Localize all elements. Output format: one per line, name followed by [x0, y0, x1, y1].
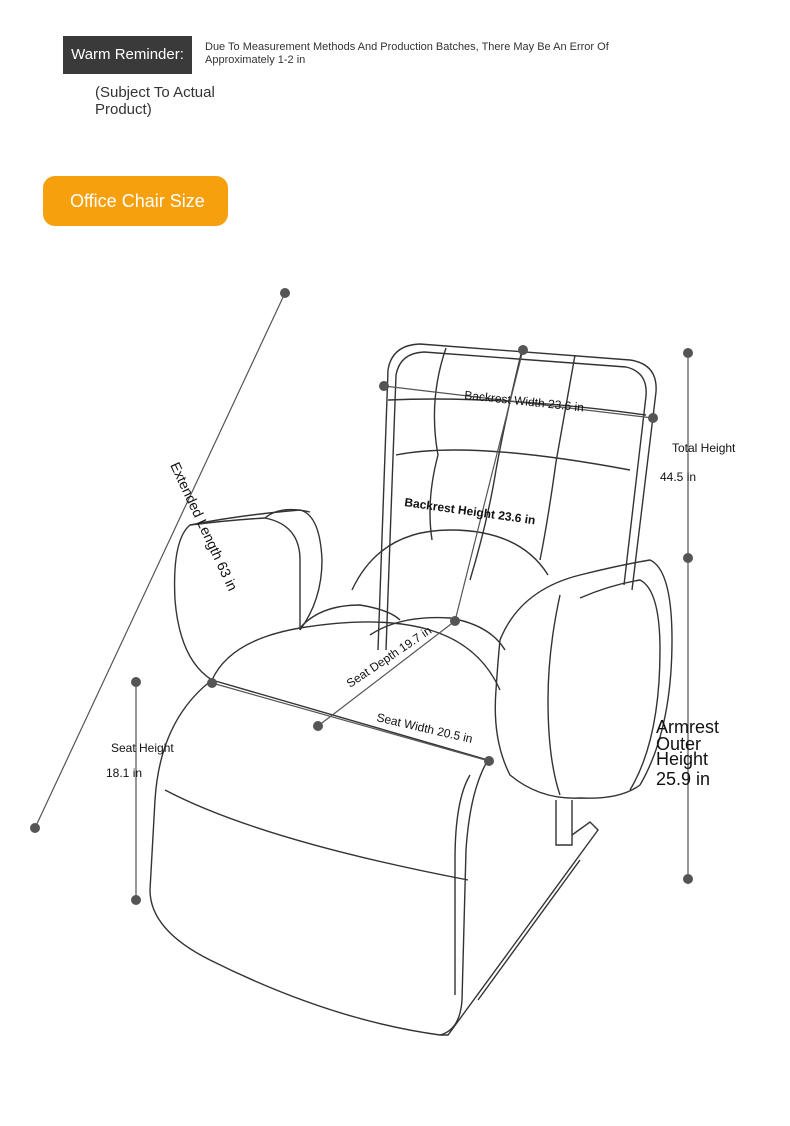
dot: [683, 874, 693, 884]
dot: [379, 381, 389, 391]
seat-width-label: Seat Width 20.5 in: [375, 710, 475, 746]
dot: [131, 895, 141, 905]
warm-reminder-badge: Warm Reminder:: [63, 36, 192, 74]
armrest-label-line1: Armrest: [656, 717, 719, 737]
subject-note: (Subject To Actual Product): [95, 84, 215, 118]
backrest-height-label: Backrest Height 23.6 in: [403, 495, 537, 528]
backrest-width-label: Backrest Width 23.6 in: [463, 388, 585, 415]
dot: [648, 413, 658, 423]
total-height-label: Total Height: [672, 441, 736, 455]
seat-height-label: Seat Height: [111, 741, 174, 755]
dot: [518, 345, 528, 355]
dot: [207, 678, 217, 688]
armrest-label-line3: Height: [656, 749, 709, 769]
armrest-value: 25.9 in: [656, 769, 711, 789]
office-chair-size-title: Office Chair Size: [43, 176, 228, 226]
dot: [450, 616, 460, 626]
armrest-label-line2: Outer: [656, 734, 702, 754]
dot: [683, 553, 693, 563]
dot: [484, 756, 494, 766]
chair-illustration: [150, 344, 672, 1035]
dot: [280, 288, 290, 298]
seat-depth-label: Seat Depth 19.7 in: [343, 623, 435, 691]
extended-length-label: Extended Length 63 in: [167, 459, 242, 594]
reminder-text: Due To Measurement Methods And Production Batches, There May Be An Error Of Approximately 1-2 in: [205, 41, 609, 66]
dot: [131, 677, 141, 687]
dimension-lines: [35, 293, 688, 900]
dimension-dots: [30, 288, 693, 905]
dot: [683, 348, 693, 358]
dot: [30, 823, 40, 833]
dot: [313, 721, 323, 731]
total-height-value: 44.5 in: [660, 470, 697, 484]
seat-height-value: 18.1 in: [106, 766, 143, 780]
seat-width-line: [212, 683, 489, 761]
